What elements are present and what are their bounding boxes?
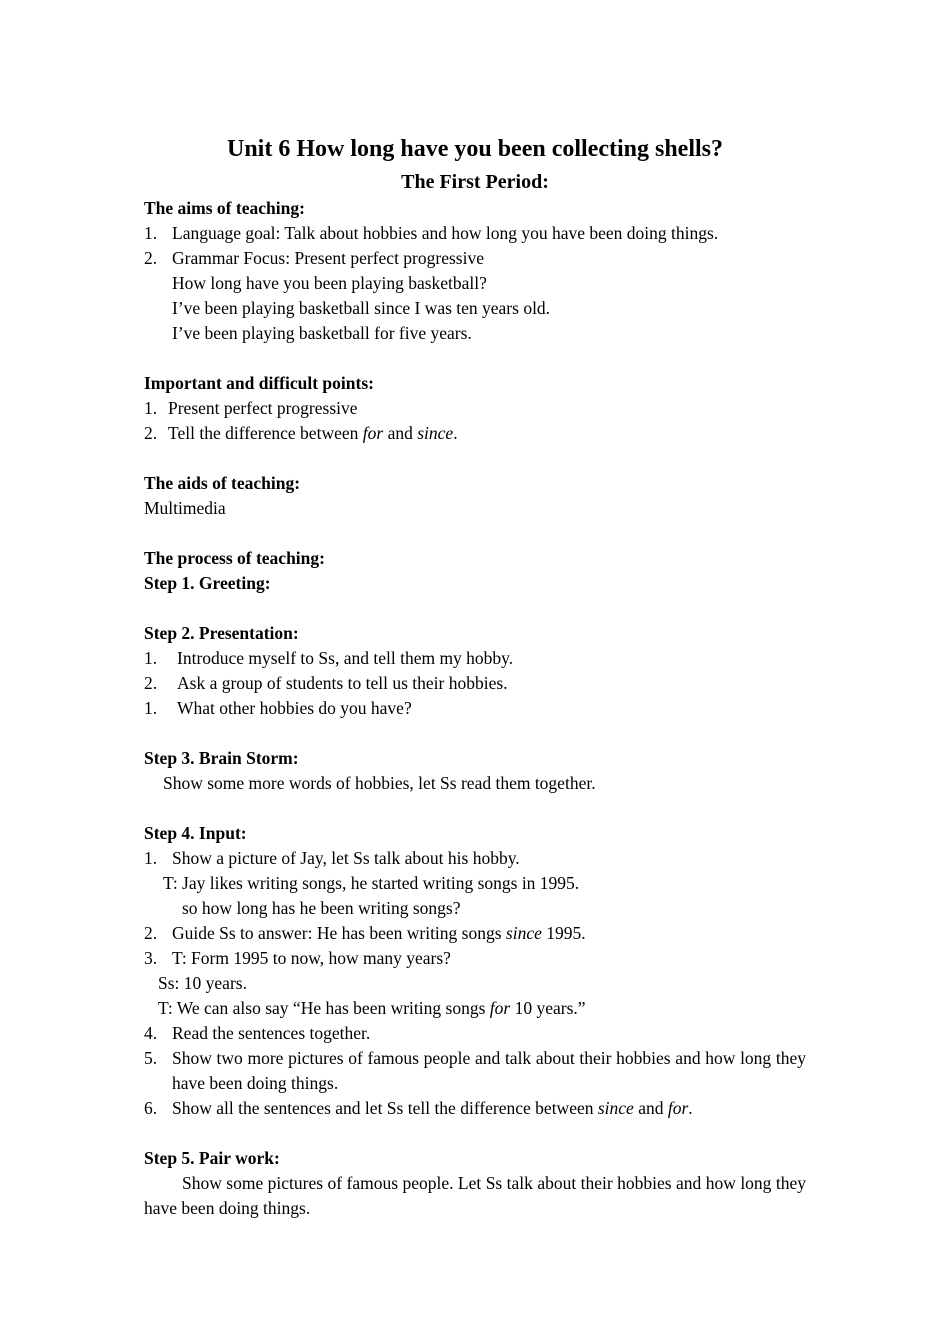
step4-item-2-since: since — [505, 923, 542, 943]
step4-item-3 — [144, 946, 806, 971]
step4-teacher-line-3-for: for — [489, 998, 511, 1018]
step4-item-2-post: 1995. — [541, 923, 586, 943]
step5-text: Show some pictures of famous people. Let Ss talk about their hobbies and how long they have been doing things. — [144, 1173, 806, 1218]
points-item-1 — [144, 396, 806, 421]
step4-item-6-pre: Show all the sentences and let Ss tell the difference between — [172, 1098, 598, 1118]
period-subtitle: The First Period: — [401, 171, 549, 193]
step4-teacher-line-3-post: 10 years.” — [510, 998, 586, 1018]
step1-heading: Step 1. Greeting: — [144, 573, 271, 593]
document-page — [144, 132, 806, 1221]
step4-item-2-pre: Guide Ss to answer: He has been writing songs — [172, 923, 506, 943]
points-item-2-post: . — [453, 423, 458, 443]
aims-item-2 — [144, 246, 806, 271]
aims-item-1-text: Language goal: Talk about hobbies and how long you have been doing things. — [172, 223, 719, 243]
step4-item-4-text: Read the sentences together. — [172, 1023, 371, 1043]
step4-item-3-text: T: Form 1995 to now, how many years? — [172, 948, 451, 968]
points-heading: Important and difficult points: — [144, 373, 374, 393]
points-item-2-since: since — [417, 423, 454, 443]
points-item-2-for: for — [362, 423, 384, 443]
process-heading: The process of teaching: — [144, 548, 325, 568]
points-item-1-text: Present perfect progressive — [168, 398, 358, 418]
step4-teacher-line-3 — [144, 996, 806, 1021]
step2-item-3-text: What other hobbies do you have? — [177, 698, 412, 718]
step2-item-1-text: Introduce myself to Ss, and tell them my hobby. — [177, 648, 514, 668]
aids-heading: The aids of teaching: — [144, 473, 301, 493]
aims-item-1-num: 1. — [144, 223, 158, 243]
step4-item-1-text: Show a picture of Jay, let Ss talk about his hobby. — [172, 848, 520, 868]
step4-item-4 — [144, 1021, 806, 1046]
step4-item-6-since: since — [597, 1098, 634, 1118]
step5-heading: Step 5. Pair work: — [144, 1148, 280, 1168]
step4-item-6-post: . — [688, 1098, 693, 1118]
step4-teacher-line-2: so how long has he been writing songs? — [182, 898, 461, 918]
step4-item-1 — [144, 846, 806, 871]
step4-item-6-mid: and — [633, 1098, 668, 1118]
document-title: Unit 6 How long have you been collecting shells? — [226, 136, 724, 162]
aims-item-2-num: 2. — [144, 248, 158, 268]
step4-item-2 — [144, 921, 806, 946]
points-item-2 — [144, 421, 806, 446]
aims-heading: The aims of teaching: — [144, 198, 305, 218]
step4-teacher-line-3-pre: T: We can also say “He has been writing songs — [158, 998, 490, 1018]
step4-item-5-text: Show two more pictures of famous people and talk about their hobbies and how long they have been doing things. — [172, 1048, 806, 1093]
step4-item-2-num: 2. — [144, 923, 158, 943]
aims-example-2: I’ve been playing basketball since I was ten years old. — [172, 298, 551, 318]
step2-item-3 — [144, 696, 806, 721]
step4-item-1-num: 1. — [144, 848, 158, 868]
step2-item-3-num: 1. — [144, 698, 158, 718]
points-item-2-num: 2. — [144, 423, 158, 443]
points-item-2-mid: and — [383, 423, 418, 443]
step2-item-1-num: 1. — [144, 648, 158, 668]
points-item-1-num: 1. — [144, 398, 158, 418]
step4-item-5 — [144, 1046, 806, 1096]
step4-student-line: Ss: 10 years. — [158, 973, 247, 993]
aims-example-1: How long have you been playing basketball? — [172, 273, 487, 293]
step2-item-2-num: 2. — [144, 673, 158, 693]
aims-item-1 — [144, 221, 806, 246]
step3-heading: Step 3. Brain Storm: — [144, 748, 299, 768]
step2-heading: Step 2. Presentation: — [144, 623, 299, 643]
step3-text: Show some more words of hobbies, let Ss read them together. — [163, 773, 596, 793]
step4-item-3-num: 3. — [144, 948, 158, 968]
step2-item-1 — [144, 646, 806, 671]
step4-item-6 — [144, 1096, 806, 1121]
step4-heading: Step 4. Input: — [144, 823, 247, 843]
aids-text: Multimedia — [144, 498, 226, 518]
step4-item-4-num: 4. — [144, 1023, 158, 1043]
aims-item-2-text: Grammar Focus: Present perfect progressive — [172, 248, 484, 268]
step2-item-2-text: Ask a group of students to tell us their hobbies. — [177, 673, 508, 693]
step2-item-2 — [144, 671, 806, 696]
step4-item-5-num: 5. — [144, 1048, 158, 1068]
step4-teacher-line-1: T: Jay likes writing songs, he started writing songs in 1995. — [163, 873, 580, 893]
aims-example-3: I’ve been playing basketball for five years. — [172, 323, 472, 343]
step4-item-6-for: for — [667, 1098, 689, 1118]
step4-item-6-num: 6. — [144, 1098, 158, 1118]
points-item-2-pre: Tell the difference between — [168, 423, 363, 443]
